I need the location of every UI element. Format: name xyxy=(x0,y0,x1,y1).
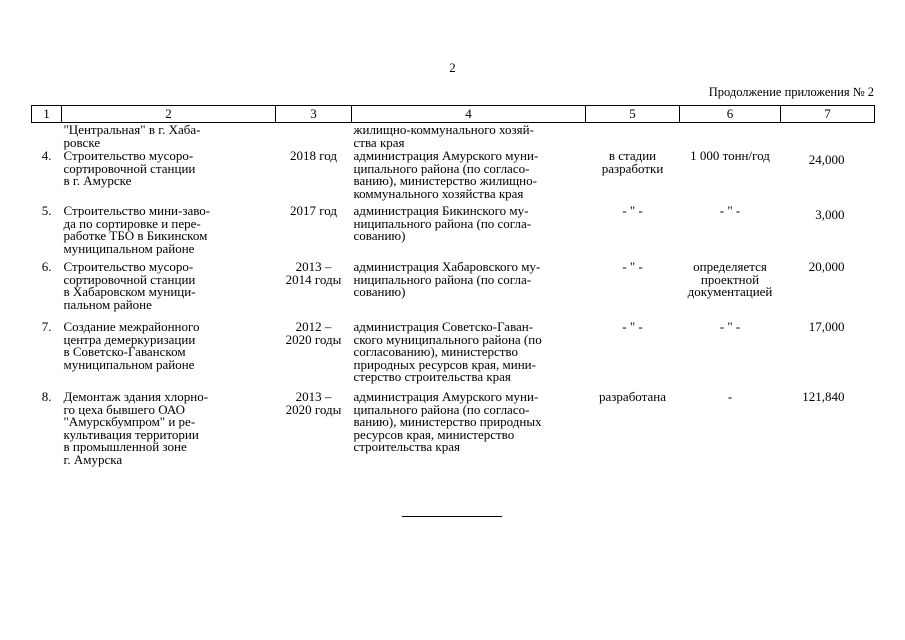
cell-status: - " - xyxy=(622,319,643,334)
column-header-7: 7 xyxy=(781,106,875,123)
cell-executor: администрация Амурского муни- ципального района (по согласо- ванию), министерство жилищно- коммунального хозяйства края xyxy=(353,148,539,201)
appendix-continuation-label: Продолжение приложения № 2 xyxy=(708,85,874,99)
table-row xyxy=(32,150,875,205)
column-header-5: 5 xyxy=(586,106,680,123)
cell-name: Строительство мусоро- сортировочной станции в Хабаровском муници- пальном районе xyxy=(63,259,196,312)
column-header-3: 3 xyxy=(276,106,352,123)
cell-amount: 121,840 xyxy=(802,389,845,404)
cell-num: 6. xyxy=(41,259,52,274)
appendix-table xyxy=(31,105,875,471)
cell-year xyxy=(276,123,352,151)
cell-year: 2017 год xyxy=(290,203,337,218)
cell-name: Демонтаж здания хлорно- го цеха бывшего ОАО "Амурскбумпром" и ре- культивация территории в промышленной зоне г. Амурска xyxy=(63,389,209,467)
cell-capacity: - " - xyxy=(719,319,741,334)
cell-amount: 20,000 xyxy=(808,259,845,274)
cell-name: Создание межрайонного центра демеркуризации в Советско-Гаванском муниципальном районе xyxy=(63,319,200,372)
cell-year: 2018 год xyxy=(290,148,337,163)
cell-executor: администрация Бикинского му- ниципального района (по согла- сованию) xyxy=(353,203,532,243)
cell-status: в стадии разработки xyxy=(601,148,664,176)
table-row xyxy=(32,391,875,471)
cell-amount: 24,000 xyxy=(808,152,845,167)
table-row-continuation xyxy=(32,123,875,151)
end-of-document-rule xyxy=(402,516,502,517)
cell-executor: администрация Амурского муни- ципального района (по согласо- ванию), министерство природных ресурсов края, министерство строительства края xyxy=(353,389,542,454)
cell-capacity: определяется проектной документацией xyxy=(687,259,773,299)
cell-status xyxy=(586,123,680,151)
cell-status: - " - xyxy=(622,203,643,218)
cell-amount: 3,000 xyxy=(815,207,845,222)
cell-status: - " - xyxy=(622,259,643,274)
page-number: 2 xyxy=(449,60,456,75)
table-row xyxy=(32,261,875,321)
cell-year: 2013 – 2020 годы xyxy=(285,389,342,417)
cell-amount xyxy=(781,123,875,151)
column-header-4: 4 xyxy=(352,106,586,123)
column-header-6: 6 xyxy=(680,106,781,123)
column-header-1: 1 xyxy=(32,106,62,123)
column-header-2: 2 xyxy=(62,106,276,123)
cell-executor: жилищно-коммунального хозяй- ства края xyxy=(353,122,534,150)
table-row xyxy=(32,321,875,391)
table-header-row xyxy=(32,106,875,123)
cell-executor: администрация Советско-Гаван- ского муниципального района (по согласованию), министерство природных ресурсов края, мини- стерство строительства края xyxy=(353,319,542,384)
cell-name: Строительство мусоро- сортировочной станции в г. Амурске xyxy=(63,148,196,188)
cell-executor: администрация Хабаровского му- ниципального района (по согла- сованию) xyxy=(353,259,541,299)
cell-num: 8. xyxy=(41,389,52,404)
cell-capacity: - xyxy=(727,389,733,404)
cell-year: 2013 – 2014 годы xyxy=(285,259,342,287)
cell-capacity: 1 000 тонн/год xyxy=(690,148,770,163)
cell-status: разработана xyxy=(599,389,666,404)
cell-year: 2012 – 2020 годы xyxy=(285,319,342,347)
cell-name: Строительство мини-заво- да по сортировке и пере- работке ТБО в Бикинском муниципальном районе xyxy=(63,203,211,256)
cell-num: 4. xyxy=(41,148,52,163)
cell-capacity xyxy=(680,123,781,151)
table-row xyxy=(32,205,875,261)
cell-num: 7. xyxy=(41,319,52,334)
cell-amount: 17,000 xyxy=(808,319,845,334)
cell-num xyxy=(32,123,62,151)
cell-capacity: - " - xyxy=(719,203,741,218)
cell-name: "Центральная" в г. Хаба- ровске xyxy=(63,122,201,150)
cell-num: 5. xyxy=(41,203,52,218)
